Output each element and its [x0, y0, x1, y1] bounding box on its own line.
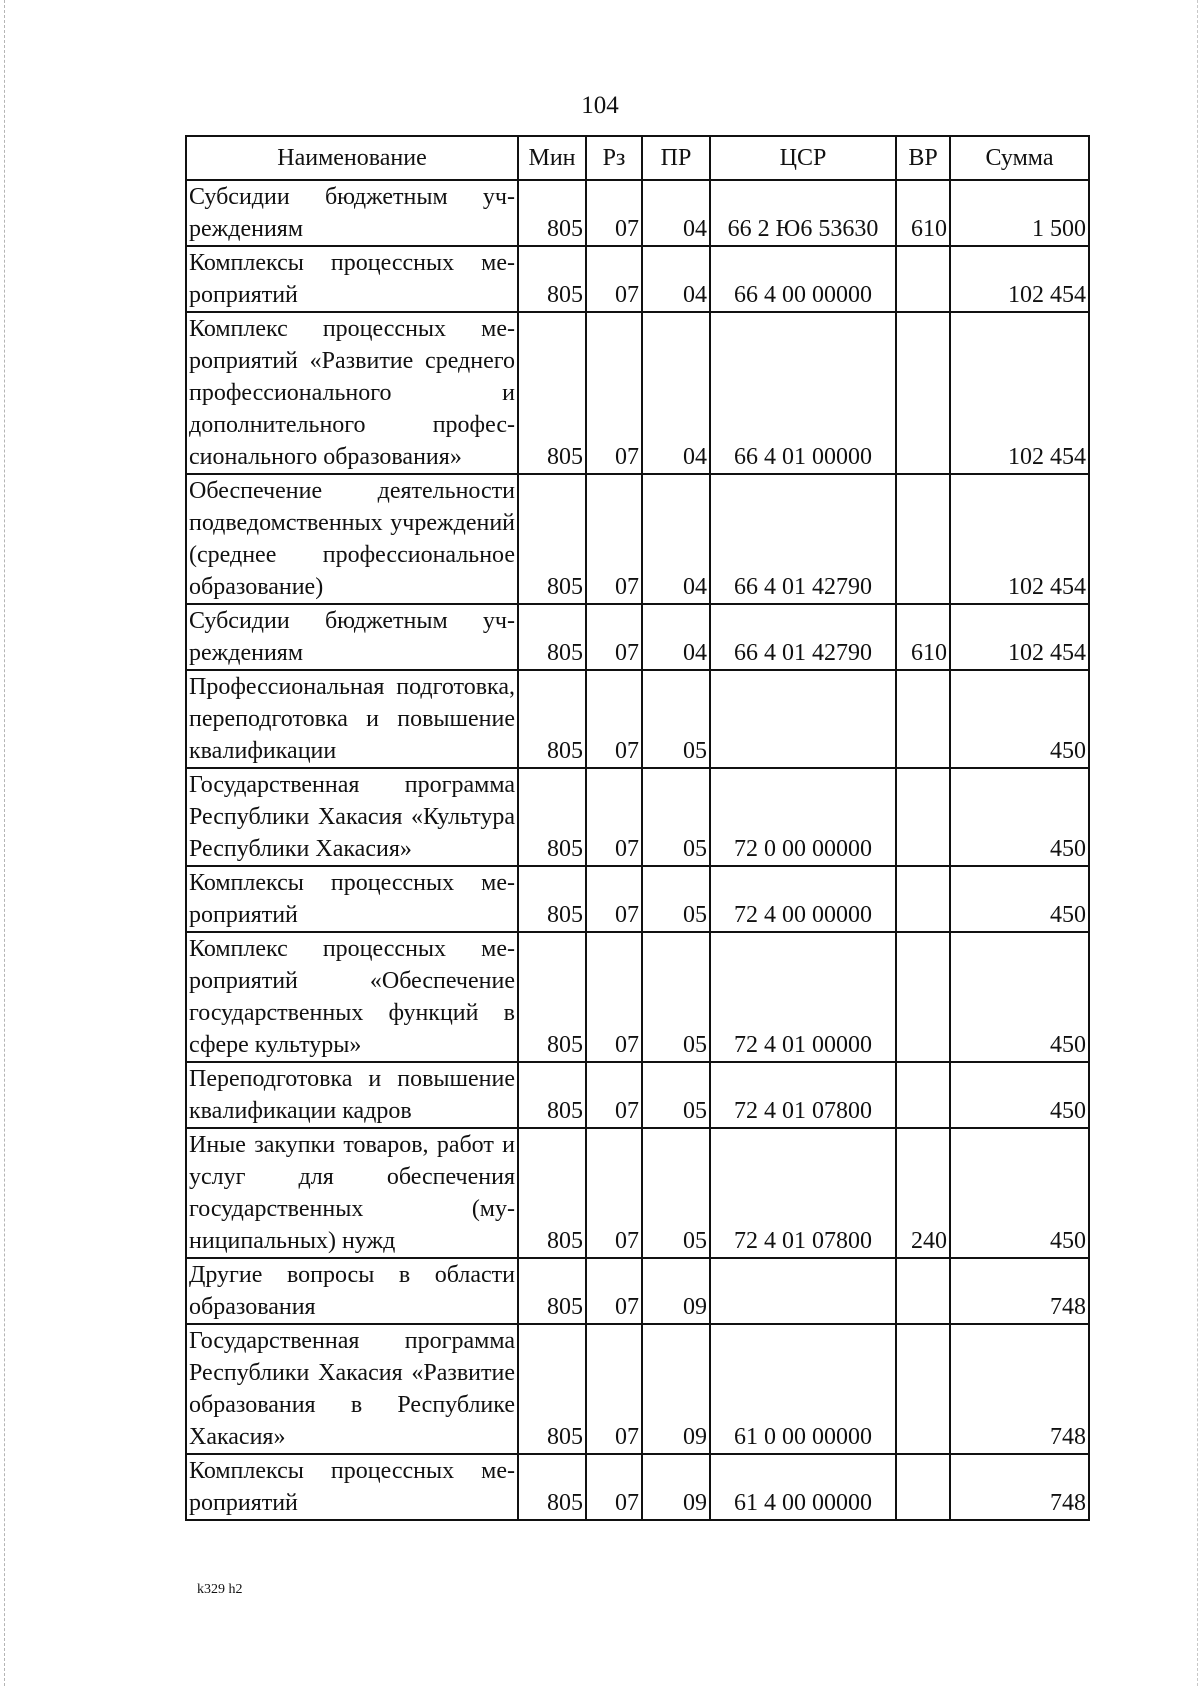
cell-rz: 07 — [586, 180, 642, 246]
table-row — [186, 866, 1089, 932]
table-row — [186, 932, 1089, 1062]
cell-name: Обеспечение деятельности подведомственных учреждений (среднее профессиональное образование) — [186, 474, 518, 604]
page-edge-right — [1197, 0, 1198, 1686]
cell-name: Профессиональная подготовка, переподготовка и повышение квалификации — [186, 670, 518, 768]
cell-csr — [710, 670, 896, 768]
cell-sum: 102 454 — [950, 312, 1089, 474]
header-vr: ВР — [896, 136, 950, 180]
cell-vr — [896, 1454, 950, 1520]
cell-csr — [710, 1258, 896, 1324]
table-row — [186, 312, 1089, 474]
header-pr: ПР — [642, 136, 710, 180]
cell-vr — [896, 866, 950, 932]
cell-sum: 102 454 — [950, 474, 1089, 604]
header-name: Наименование — [186, 136, 518, 180]
table-row — [186, 1062, 1089, 1128]
cell-min: 805 — [518, 1454, 586, 1520]
cell-name: Комплексы процессных мероприятий — [186, 866, 518, 932]
cell-min: 805 — [518, 1062, 586, 1128]
cell-name: Комплексы процессных мероприятий — [186, 1454, 518, 1520]
cell-vr — [896, 932, 950, 1062]
header-min: Мин — [518, 136, 586, 180]
table-header-row — [186, 136, 1089, 180]
cell-vr: 610 — [896, 604, 950, 670]
cell-vr — [896, 1062, 950, 1128]
cell-pr: 04 — [642, 604, 710, 670]
cell-pr: 05 — [642, 1062, 710, 1128]
cell-name: Переподготовка и повышение квалификации кадров — [186, 1062, 518, 1128]
cell-rz: 07 — [586, 1258, 642, 1324]
cell-vr — [896, 474, 950, 604]
cell-vr — [896, 1324, 950, 1454]
cell-csr: 72 0 00 00000 — [710, 768, 896, 866]
table-row — [186, 1454, 1089, 1520]
cell-sum: 450 — [950, 866, 1089, 932]
cell-vr: 240 — [896, 1128, 950, 1258]
cell-rz: 07 — [586, 768, 642, 866]
page-number: 104 — [581, 92, 619, 119]
cell-csr: 66 2 Ю6 53630 — [710, 180, 896, 246]
cell-min: 805 — [518, 932, 586, 1062]
cell-vr — [896, 246, 950, 312]
cell-pr: 05 — [642, 670, 710, 768]
budget-table — [185, 135, 1090, 1521]
cell-rz: 07 — [586, 670, 642, 768]
cell-csr: 72 4 01 07800 — [710, 1128, 896, 1258]
cell-min: 805 — [518, 312, 586, 474]
cell-csr: 72 4 01 00000 — [710, 932, 896, 1062]
cell-pr: 09 — [642, 1258, 710, 1324]
cell-csr: 66 4 01 42790 — [710, 474, 896, 604]
cell-csr: 66 4 00 00000 — [710, 246, 896, 312]
cell-rz: 07 — [586, 1062, 642, 1128]
header-rz: Рз — [586, 136, 642, 180]
cell-sum: 450 — [950, 670, 1089, 768]
cell-min: 805 — [518, 246, 586, 312]
cell-vr — [896, 312, 950, 474]
cell-sum: 748 — [950, 1454, 1089, 1520]
cell-sum: 450 — [950, 768, 1089, 866]
cell-name: Государственная программа Республики Хакасия «Культура Республики Хакасия» — [186, 768, 518, 866]
cell-rz: 07 — [586, 1128, 642, 1258]
table-row — [186, 1324, 1089, 1454]
cell-rz: 07 — [586, 474, 642, 604]
cell-min: 805 — [518, 1258, 586, 1324]
cell-csr: 66 4 01 42790 — [710, 604, 896, 670]
cell-name: Субсидии бюджетным учреждениям — [186, 180, 518, 246]
cell-rz: 07 — [586, 1454, 642, 1520]
cell-sum: 450 — [950, 1062, 1089, 1128]
cell-rz: 07 — [586, 1324, 642, 1454]
header-csr: ЦСР — [710, 136, 896, 180]
cell-name: Государственная программа Республики Хакасия «Развитие образования в Республике Хакасия» — [186, 1324, 518, 1454]
cell-csr: 61 0 00 00000 — [710, 1324, 896, 1454]
cell-rz: 07 — [586, 604, 642, 670]
cell-vr — [896, 768, 950, 866]
cell-csr: 72 4 00 00000 — [710, 866, 896, 932]
table-row — [186, 474, 1089, 604]
cell-vr — [896, 670, 950, 768]
cell-pr: 04 — [642, 246, 710, 312]
cell-name: Иные закупки товаров, работ и услуг для обеспечения государственных (муниципальных) нужд — [186, 1128, 518, 1258]
cell-pr: 05 — [642, 932, 710, 1062]
cell-name: Комплекс процессных мероприятий «Развитие среднего профессионального и дополнительного профессионального образования» — [186, 312, 518, 474]
cell-vr: 610 — [896, 180, 950, 246]
cell-sum: 1 500 — [950, 180, 1089, 246]
cell-min: 805 — [518, 1128, 586, 1258]
table-row — [186, 768, 1089, 866]
cell-min: 805 — [518, 866, 586, 932]
table-row — [186, 1128, 1089, 1258]
cell-vr — [896, 1258, 950, 1324]
cell-min: 805 — [518, 474, 586, 604]
cell-min: 805 — [518, 670, 586, 768]
cell-min: 805 — [518, 1324, 586, 1454]
cell-sum: 450 — [950, 932, 1089, 1062]
cell-rz: 07 — [586, 866, 642, 932]
cell-pr: 05 — [642, 866, 710, 932]
cell-pr: 05 — [642, 768, 710, 866]
cell-sum: 748 — [950, 1324, 1089, 1454]
cell-name: Субсидии бюджетным учреждениям — [186, 604, 518, 670]
cell-pr: 09 — [642, 1454, 710, 1520]
cell-pr: 09 — [642, 1324, 710, 1454]
cell-rz: 07 — [586, 932, 642, 1062]
cell-pr: 04 — [642, 474, 710, 604]
header-sum: Сумма — [950, 136, 1089, 180]
cell-csr: 66 4 01 00000 — [710, 312, 896, 474]
table-row — [186, 1258, 1089, 1324]
table-row — [186, 670, 1089, 768]
table-row — [186, 246, 1089, 312]
cell-min: 805 — [518, 180, 586, 246]
cell-csr: 61 4 00 00000 — [710, 1454, 896, 1520]
cell-name: Комплексы процессных мероприятий — [186, 246, 518, 312]
cell-sum: 102 454 — [950, 246, 1089, 312]
cell-min: 805 — [518, 768, 586, 866]
table-row — [186, 180, 1089, 246]
cell-pr: 05 — [642, 1128, 710, 1258]
cell-sum: 450 — [950, 1128, 1089, 1258]
cell-sum: 748 — [950, 1258, 1089, 1324]
cell-name: Другие вопросы в области образования — [186, 1258, 518, 1324]
footer-code: k329 h2 — [197, 1582, 243, 1597]
cell-pr: 04 — [642, 180, 710, 246]
cell-name: Комплекс процессных мероприятий «Обеспечение государственных функций в сфере культуры» — [186, 932, 518, 1062]
cell-rz: 07 — [586, 246, 642, 312]
cell-rz: 07 — [586, 312, 642, 474]
cell-sum: 102 454 — [950, 604, 1089, 670]
cell-csr: 72 4 01 07800 — [710, 1062, 896, 1128]
cell-min: 805 — [518, 604, 586, 670]
cell-pr: 04 — [642, 312, 710, 474]
table-row — [186, 604, 1089, 670]
page-edge-left — [4, 0, 5, 1686]
